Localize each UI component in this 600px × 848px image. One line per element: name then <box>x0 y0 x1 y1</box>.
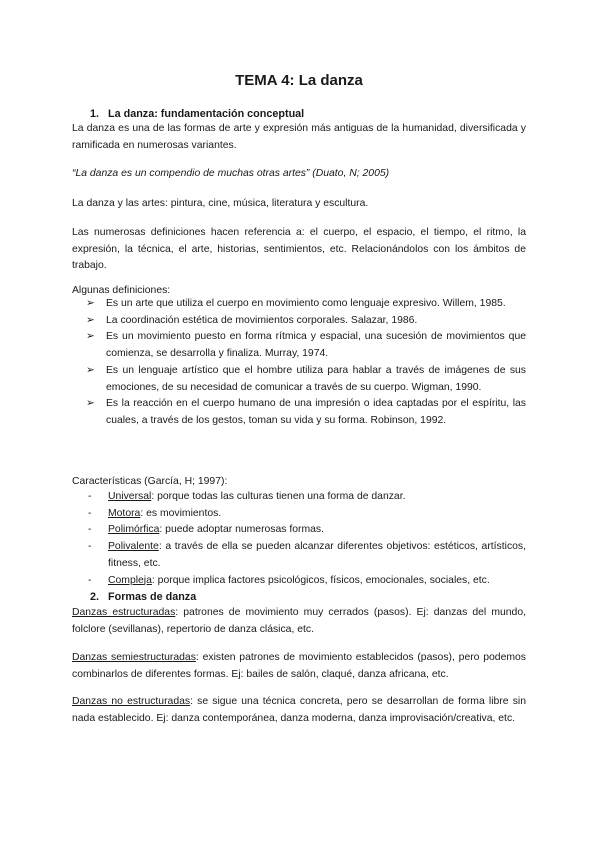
list-item <box>88 573 526 590</box>
definitions-label: Algunas definiciones: <box>72 285 171 296</box>
form-term: Danzas estructuradas <box>72 607 176 618</box>
definition-text: La coordinación estética de movimientos corporales. Salazar, 1986. <box>106 314 418 326</box>
characteristic-text: : porque implica factores psicológicos, físicos, emocionales, sociales, etc. <box>151 574 490 586</box>
dash-bullet: - <box>88 524 92 536</box>
characteristic-term: Universal <box>108 491 152 502</box>
form-text: : patrones de movimiento muy cerrados (pasos). Ej: danzas del mundo, folclore (sevillanas), repertorio de danza clásica, etc. <box>72 607 526 635</box>
list-item <box>86 396 526 429</box>
characteristics-label: Características (García, H; 1997): <box>72 476 228 487</box>
section-2-number: 2. <box>90 591 100 603</box>
form-paragraph <box>72 650 526 683</box>
quote-paragraph: “La danza es un compendio de muchas otras artes” (Duato, N; 2005) <box>72 168 390 179</box>
dash-bullet: - <box>88 541 92 553</box>
list-item <box>88 539 526 572</box>
form-paragraph <box>72 605 526 638</box>
definition-text: Es un arte que utiliza el cuerpo en movimiento como lenguaje expresivo. Willem, 1985. <box>106 298 506 309</box>
form-text: : se sigue una técnica concreta, pero se desarrollan de forma libre sin nada establecido. Ej: danza contemporánea, danza moderna, danza improvisación/creativa, etc. <box>72 696 526 724</box>
page-title: TEMA 4: La danza <box>235 72 363 89</box>
characteristic-text: : puede adoptar numerosas formas. <box>159 524 325 536</box>
list-item <box>86 296 526 313</box>
dash-bullet: - <box>88 574 92 586</box>
arts-paragraph: La danza y las artes: pintura, cine, música, literatura y escultura. <box>72 198 369 209</box>
list-item <box>88 506 526 523</box>
definitions-list <box>86 296 526 430</box>
form-term: Danzas no estructuradas <box>72 696 191 707</box>
list-item <box>88 522 526 539</box>
form-paragraph <box>72 694 526 727</box>
characteristic-term: Motora <box>108 507 141 519</box>
definition-text: Es la reacción en el cuerpo humano de una impresión o idea captadas por el espíritu, las cuales, a través de los gestos, toman su vida y su forma. Robinson, 1992. <box>106 398 526 426</box>
characteristics-list <box>88 489 526 589</box>
arrow-bullet-icon: ➢ <box>86 298 95 309</box>
arrow-bullet-icon: ➢ <box>86 364 95 376</box>
arrow-bullet-icon: ➢ <box>86 331 95 343</box>
definitions-intro-paragraph: Las numerosas definiciones hacen referencia a: el cuerpo, el espacio, el tiempo, el ritmo, la expresión, la técnica, el arte, historias, sentimientos, etc. Relacionándolos con los ámbitos de trabajo. <box>72 227 526 272</box>
characteristic-term: Compleja <box>108 574 152 586</box>
characteristic-term: Polivalente <box>108 541 159 553</box>
list-item <box>88 489 526 506</box>
definition-text: Es un lenguaje artístico que el hombre utiliza para hablar a través de imágenes de sus emociones, de su necesidad de comunicar a través de su cuerpo. Wigman, 1990. <box>106 364 526 393</box>
section-1-heading <box>90 108 304 120</box>
characteristic-term: Polimórfica <box>108 524 160 536</box>
section-2-title: Formas de danza <box>108 591 197 603</box>
definition-text: Es un movimiento puesto en forma rítmica y espacial, una sucesión de movimientos que comienza, se desarrolla y finaliza. Murray, 1974. <box>106 331 526 360</box>
dash-bullet: - <box>88 491 92 502</box>
list-item <box>86 313 526 330</box>
intro-paragraph: La danza es una de las formas de arte y expresión más antiguas de la humanidad, diversificada y ramificada en numerosas variantes. <box>72 123 526 151</box>
dash-bullet: - <box>88 507 92 519</box>
form-term: Danzas semiestructuradas <box>72 652 196 663</box>
arrow-bullet-icon: ➢ <box>86 314 95 326</box>
section-1-number: 1. <box>90 108 100 120</box>
section-1-title: La danza: fundamentación conceptual <box>108 108 305 120</box>
characteristic-text: : porque todas las culturas tienen una forma de danzar. <box>151 491 406 502</box>
characteristic-text: : a través de ella se pueden alcanzar diferentes objetivos: estéticos, artísticos, fitness, etc. <box>108 541 526 569</box>
arrow-bullet-icon: ➢ <box>86 398 95 410</box>
form-text: : existen patrones de movimiento establecidos (pasos), pero podemos combinarlos de diferentes formas. Ej: bailes de salón, claqué, danza africana, etc. <box>72 652 526 680</box>
list-item <box>86 329 526 362</box>
characteristic-text: : es movimientos. <box>140 507 222 519</box>
list-item <box>86 363 526 396</box>
section-2-heading <box>90 591 196 603</box>
